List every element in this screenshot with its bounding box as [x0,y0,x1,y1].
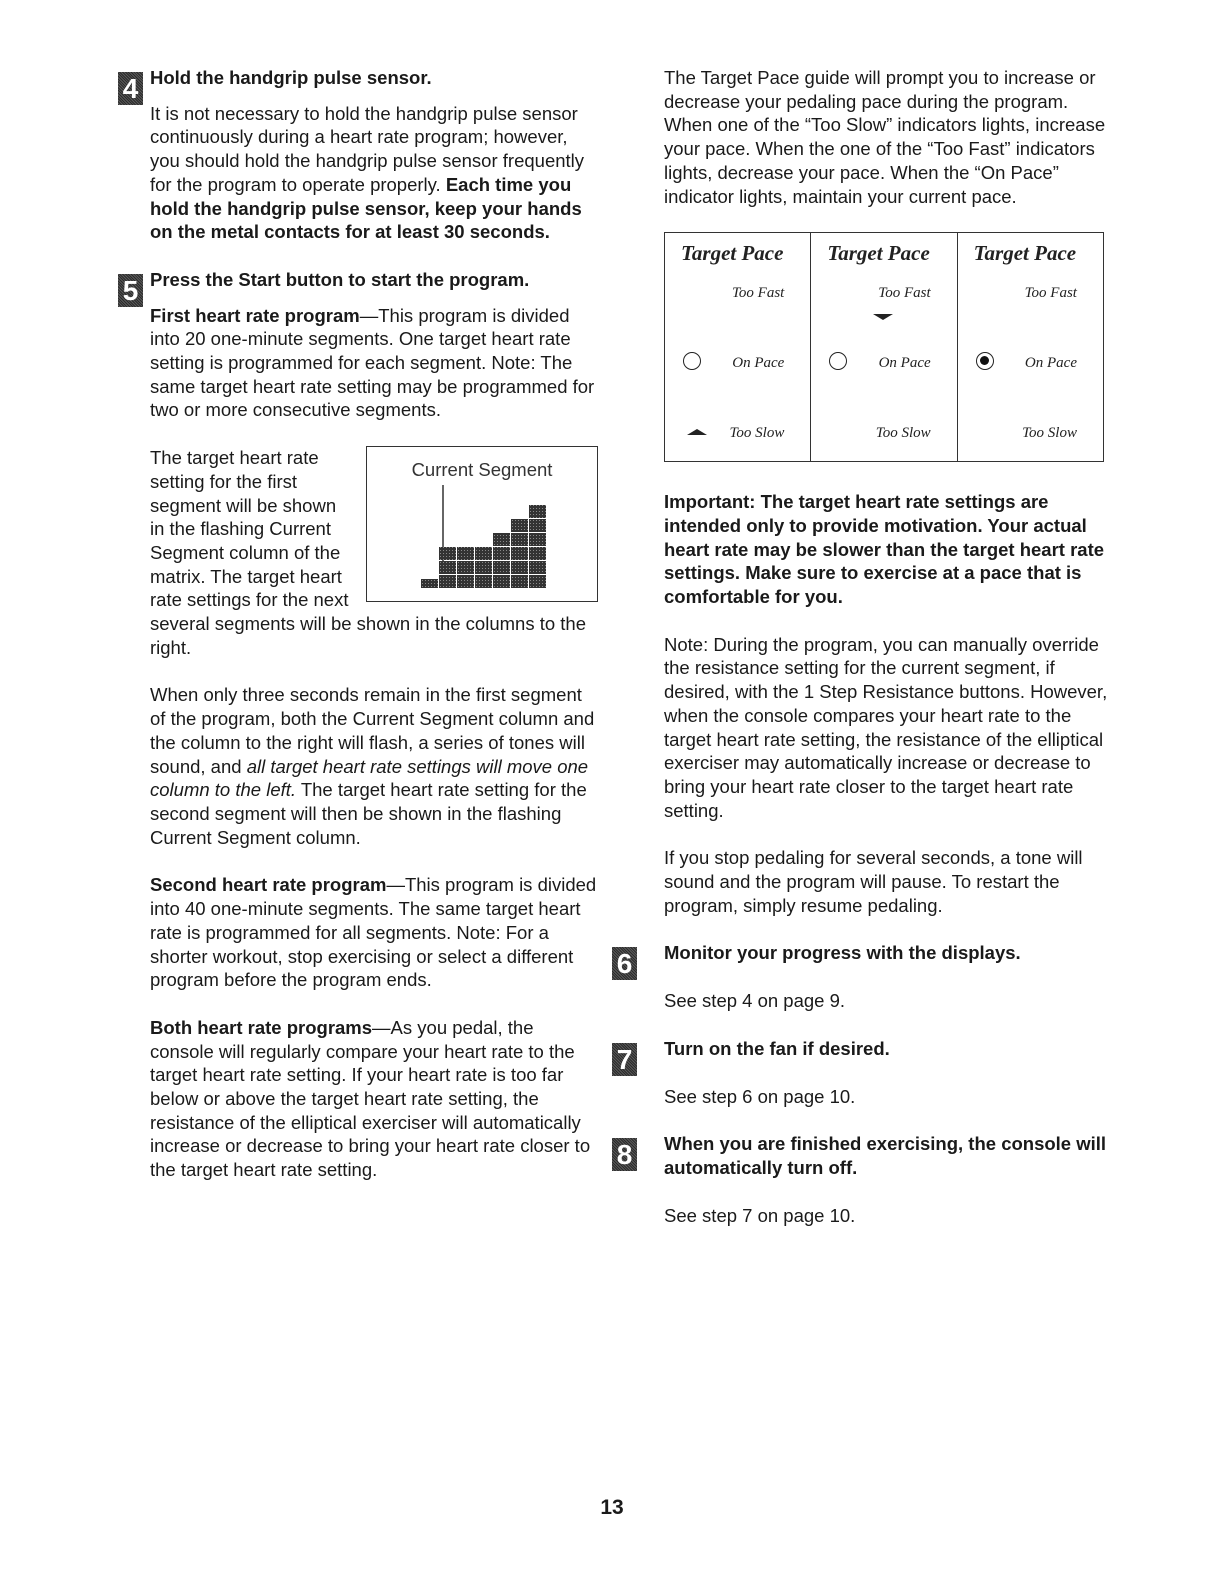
important-note: Important: The target heart rate settings are intended only to provide motivation. Your actual heart rate may be slower than the target heart rate settings. Make sure to exercise at a pace that is comfortable for you. [664,491,1105,608]
on-pace-lit-circle-icon [976,352,994,370]
step-number-badge: 6 [612,947,637,980]
matrix-cell [439,547,456,560]
on-pace-circle-icon [683,352,701,370]
paragraph-text: When only three seconds remain in the first segment of the program, both the Current Segment column and the column to the right will flash, a series of tones will sound, and [150,684,595,777]
step-4 [118,66,598,244]
matrix-cell [529,575,546,588]
matrix-cell [439,561,456,574]
on-pace-label: On Pace [878,355,931,372]
step-number-badge: 4 [118,72,143,105]
matrix-cell [511,561,528,574]
both-programs-paragraph [150,1016,598,1182]
italic-text: all target heart rate settings will move one column to the left. [150,755,589,801]
page-number: 13 [600,1496,624,1519]
body-bold-text: Each time you hold the handgrip pulse sensor, keep your hands on the metal contacts for at least 30 seconds. [150,173,582,243]
lead-in: First heart rate program [150,304,360,326]
matrix-cell [529,533,546,546]
matrix-cell [493,575,510,588]
pace-panel-too-fast [811,233,957,461]
paragraph-text: —This program is divided into 20 one-minute segments. One target heart rate setting is programmed for each segment. Note: The same target heart rate setting may be programmed for two or more consecutive segments. [150,304,595,421]
on-pace-circle-icon [829,352,847,370]
step-7 [612,1037,1112,1108]
paragraph-text: —As you pedal, the console will regularly compare your heart rate to the target heart rate setting. If your heart rate is too far below or above the target heart rate setting, the resistance of the elliptical exerciser will automatically increase or decrease to bring your heart rate closer to the target heart rate setting. [150,1016,591,1181]
step-body: See step 7 on page 10. [664,1204,856,1226]
matrix-cell [475,575,492,588]
matrix-cell [475,561,492,574]
too-fast-label: Too Fast [731,285,785,302]
left-column [118,66,598,1182]
on-pace-label: On Pace [732,355,785,372]
step-heading: When you are finished exercising, the console will automatically turn off. [664,1133,1107,1178]
too-slow-arrow-icon [687,429,707,435]
matrix-cell [457,547,474,560]
step-body [150,102,598,244]
step-number-badge: 5 [118,274,143,307]
matrix-figure [366,446,598,602]
paragraph-text: The target heart rate setting for the second segment will then be shown in the flashing Current Segment column. [150,779,587,848]
pace-panel-on-pace [958,233,1103,461]
too-fast-arrow-icon [873,314,893,320]
second-program-paragraph [150,873,598,992]
matrix-cell [457,561,474,574]
matrix-cell [457,575,474,588]
step-5 [118,268,598,1182]
too-fast-label: Too Fast [1024,285,1077,302]
pause-note: If you stop pedaling for several seconds, a tone will sound and the program will pause. To restart the program, simply resume pedaling. [664,847,1083,916]
target-pace-intro: The Target Pace guide will prompt you to increase or decrease your pedaling pace during the program. When one of the “Too Slow” indicators lights, increase your pace. When the one of the “Too Fast” indicators lights, decrease your pace. When the “On Pace” indicator lights, maintain your current pace. [664,67,1106,207]
matrix-cell [529,561,546,574]
step-number-badge: 8 [612,1138,637,1171]
too-slow-label: Too Slow [875,425,931,442]
pace-title: Target Pace [681,241,784,266]
lead-in: Second heart rate program [150,874,387,896]
matrix-cell [511,519,528,532]
transition-paragraph [150,683,598,849]
step-heading: Press the Start button to start the program. [150,268,530,290]
right-column [612,66,1112,1227]
pace-title: Target Pace [973,241,1077,266]
step-6 [612,941,1112,1012]
first-program-paragraph [150,304,598,423]
matrix-cell [529,505,546,518]
matrix-cell [511,575,528,588]
lead-in: Both heart rate programs [150,1016,373,1038]
target-pace-figure [664,232,1104,462]
on-pace-label: On Pace [1024,355,1077,372]
matrix-cell [493,561,510,574]
step-number-badge: 7 [612,1043,637,1076]
step-body: See step 6 on page 10. [664,1085,856,1107]
step-heading: Turn on the fan if desired. [664,1037,890,1059]
too-slow-label: Too Slow [1022,425,1077,442]
matrix-cell [493,533,510,546]
paragraph-text: The target heart rate setting for the first segment will be shown in the flashing Current Segment column of the matrix. The target heart rate settings for the next several segments will be shown in the columns to the right. [150,447,586,658]
too-slow-label: Too Slow [729,425,785,442]
step-heading: Hold the handgrip pulse sensor. [150,67,432,88]
matrix-label: Current Segment [411,459,553,481]
too-fast-label: Too Fast [878,285,931,302]
matrix-cell [511,547,528,560]
body-text: It is not necessary to hold the handgrip pulse sensor continuously during a heart rate program; however, you should hold the handgrip pulse sensor frequently for the program to operate properly. [150,102,585,195]
step-heading: Monitor your progress with the displays. [664,942,1021,964]
matrix-cell [493,547,510,560]
pace-panel-too-slow [665,233,811,461]
matrix-cell [421,579,438,588]
paragraph-text: —This program is divided into 40 one-minute segments. The same target heart rate is programmed for all segments. Note: For a shorter workout, stop exercising or select a different program before the program ends. [150,874,597,991]
override-note: Note: During the program, you can manually override the resistance setting for the current segment, if desired, with the 1 Step Resistance buttons. However, when the console compares your heart rate to the target heart rate setting, the resistance of the elliptical exerciser may automatically increase or decrease to bring your heart rate closer to the target heart rate setting. [664,633,1108,821]
matrix-graphic [367,447,598,603]
matrix-cell [475,547,492,560]
matrix-cell [529,547,546,560]
step-body: See step 4 on page 9. [664,990,846,1012]
step-8 [612,1132,1112,1227]
matrix-figure-block [150,446,598,659]
matrix-cell [511,533,528,546]
matrix-cell [439,575,456,588]
pace-title: Target Pace [827,241,930,266]
matrix-cell [529,519,546,532]
